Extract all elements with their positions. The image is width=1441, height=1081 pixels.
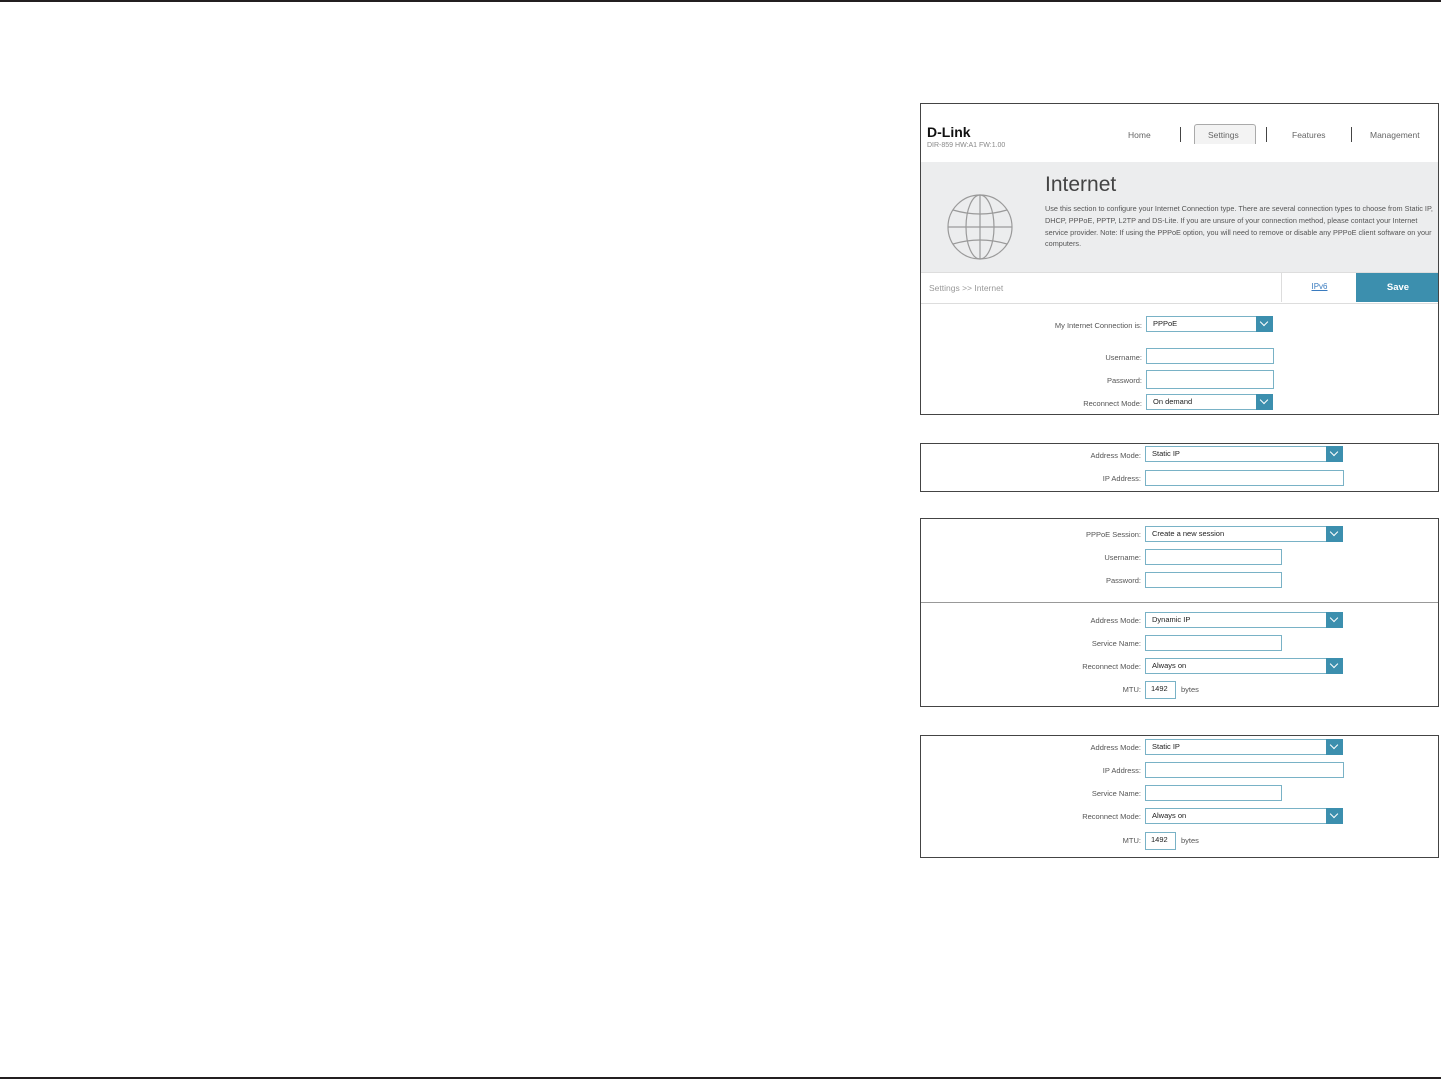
pppoe-static-ip-panel bbox=[920, 735, 1439, 858]
chevron-down-icon[interactable] bbox=[1256, 316, 1273, 332]
ip-address-input[interactable] bbox=[1145, 762, 1344, 778]
service-name-input[interactable] bbox=[1145, 635, 1282, 651]
reconnect-mode-select[interactable] bbox=[1145, 658, 1343, 674]
ipv6-link[interactable]: IPv6 bbox=[1281, 272, 1358, 302]
username-input[interactable] bbox=[1146, 348, 1274, 364]
pppoe-session-panel bbox=[920, 518, 1439, 707]
reconnect-mode-value: Always on bbox=[1152, 661, 1187, 670]
service-name-label: Service Name: bbox=[1091, 639, 1141, 648]
reconnect-mode-label: Reconnect Mode: bbox=[1082, 812, 1141, 821]
username-label: Username: bbox=[1104, 553, 1141, 562]
address-mode-label: Address Mode: bbox=[1090, 451, 1141, 460]
service-name-input[interactable] bbox=[1145, 785, 1282, 801]
nav-settings[interactable]: Settings bbox=[1208, 130, 1239, 140]
pppoe-session-label: PPPoE Session: bbox=[1085, 530, 1141, 539]
address-mode-select[interactable] bbox=[1145, 739, 1343, 755]
connection-type-label: My Internet Connection is: bbox=[1054, 321, 1142, 330]
username-label: Username: bbox=[1105, 353, 1142, 362]
reconnect-mode-value: Always on bbox=[1152, 811, 1187, 820]
reconnect-mode-select[interactable] bbox=[1145, 808, 1343, 824]
service-name-label: Service Name: bbox=[1091, 789, 1141, 798]
nav-separator bbox=[1180, 127, 1181, 142]
mtu-unit: bytes bbox=[1181, 836, 1199, 845]
save-button[interactable]: Save bbox=[1356, 273, 1439, 302]
nav-home[interactable]: Home bbox=[1128, 130, 1151, 140]
dlink-logo: D-Link bbox=[927, 124, 971, 140]
address-mode-value: Dynamic IP bbox=[1152, 615, 1191, 624]
connection-type-select[interactable] bbox=[1146, 316, 1273, 332]
password-input[interactable] bbox=[1146, 370, 1274, 389]
chevron-down-icon[interactable] bbox=[1326, 612, 1343, 628]
globe-icon bbox=[945, 192, 1015, 262]
address-mode-label: Address Mode: bbox=[1090, 743, 1141, 752]
address-mode-select[interactable] bbox=[1145, 446, 1343, 462]
address-mode-select[interactable] bbox=[1145, 612, 1343, 628]
address-mode-value: Static IP bbox=[1152, 449, 1180, 458]
mtu-input[interactable]: 1492 bbox=[1145, 832, 1176, 850]
chevron-down-icon[interactable] bbox=[1256, 394, 1273, 410]
pppoe-session-value: Create a new session bbox=[1152, 529, 1225, 538]
password-input[interactable] bbox=[1145, 572, 1282, 588]
internet-settings-panel bbox=[920, 103, 1439, 415]
mtu-label: MTU: bbox=[1122, 685, 1141, 694]
password-label: Password: bbox=[1106, 376, 1142, 385]
chevron-down-icon[interactable] bbox=[1326, 658, 1343, 674]
ip-address-input[interactable] bbox=[1145, 470, 1344, 486]
page-title: Internet bbox=[1045, 173, 1117, 196]
nav-features[interactable]: Features bbox=[1292, 130, 1326, 140]
reconnect-mode-select[interactable] bbox=[1146, 394, 1273, 410]
mtu-input[interactable]: 1492 bbox=[1145, 681, 1176, 699]
mtu-unit: bytes bbox=[1181, 685, 1199, 694]
username-input[interactable] bbox=[1145, 549, 1282, 565]
chevron-down-icon[interactable] bbox=[1326, 739, 1343, 755]
ip-address-label: IP Address: bbox=[1102, 474, 1141, 483]
nav-separator bbox=[1266, 127, 1267, 142]
address-mode-value: Static IP bbox=[1152, 742, 1180, 751]
chevron-down-icon[interactable] bbox=[1326, 526, 1343, 542]
reconnect-mode-value: On demand bbox=[1153, 397, 1193, 406]
section-divider bbox=[921, 602, 1439, 603]
password-label: Password: bbox=[1105, 576, 1141, 585]
connection-type-value: PPPoE bbox=[1153, 319, 1178, 328]
ip-address-label: IP Address: bbox=[1102, 766, 1141, 775]
chevron-down-icon[interactable] bbox=[1326, 808, 1343, 824]
chevron-down-icon[interactable] bbox=[1326, 446, 1343, 462]
breadcrumb-bar bbox=[921, 272, 1439, 304]
reconnect-mode-label: Reconnect Mode: bbox=[1083, 399, 1142, 408]
address-mode-label: Address Mode: bbox=[1090, 616, 1141, 625]
nav-management[interactable]: Management bbox=[1370, 130, 1420, 140]
pppoe-session-select[interactable] bbox=[1145, 526, 1343, 542]
mtu-label: MTU: bbox=[1122, 836, 1141, 845]
page-description: Use this section to configure your Internet Connection type. There are several connection types to choose from Static IP, DHCP, PPPoE, PPTP, L2TP and DS-Lite. If you are unsure of your connection method, please contact your Internet service provider. Note: If using the PPPoE option, you will need to remove or disable any PPPoE client software on your computers. bbox=[1045, 204, 1433, 249]
page-bottom-rule bbox=[0, 1077, 1441, 1079]
static-ip-panel bbox=[920, 443, 1439, 492]
firmware-info: DIR-859 HW:A1 FW:1.00 bbox=[927, 142, 1006, 149]
nav-separator bbox=[1351, 127, 1352, 142]
page-top-rule bbox=[0, 0, 1441, 2]
reconnect-mode-label: Reconnect Mode: bbox=[1082, 662, 1141, 671]
breadcrumb: Settings >> Internet bbox=[929, 283, 1004, 293]
